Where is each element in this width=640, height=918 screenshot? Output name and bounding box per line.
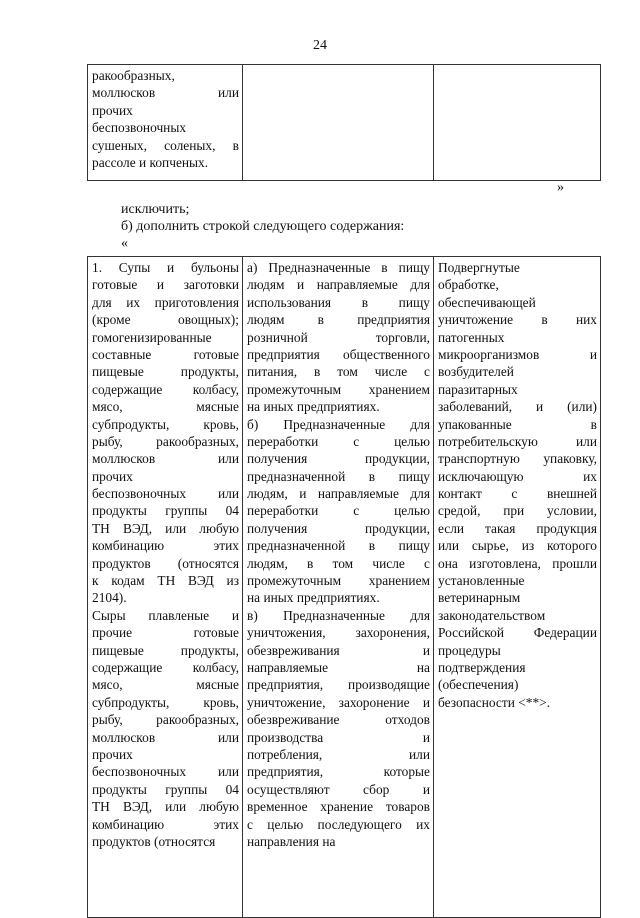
text-line: промежуточным хранением: [247, 573, 430, 589]
text-line: патогенных: [438, 329, 505, 345]
text-line: транспортную упаковку,: [438, 451, 597, 467]
text-line: переработки с целью: [247, 503, 430, 519]
table-row: [88, 65, 601, 181]
text-line: гомогенизированные: [92, 329, 212, 345]
text-line: с целью последующего их: [247, 816, 430, 832]
text-line: производства и: [247, 729, 430, 745]
text-line: составные готовые: [92, 346, 239, 362]
text-line: (кроме овощных);: [92, 312, 239, 328]
text-line: установленные: [438, 573, 525, 589]
text-line: Сыры плавленые и: [92, 607, 239, 623]
top-table-fragment: [87, 64, 601, 181]
text-line: а) Предназначенные в пищу: [247, 260, 430, 275]
text-line: 2104).: [92, 590, 127, 606]
text-line: упакованные в: [438, 416, 597, 432]
text-line: предприятия общественного: [247, 346, 430, 362]
text-line: средой, при условии,: [438, 503, 597, 519]
product-description-text: [88, 257, 242, 850]
cell-product-description: [88, 257, 243, 918]
page-number: 24: [313, 38, 327, 53]
text-line: беспозвоночных: [92, 120, 187, 136]
text-line: обезвреживание отходов: [247, 712, 430, 728]
text-line: содержащие колбасу,: [92, 659, 239, 675]
text-line: переработки с целью: [247, 433, 430, 449]
text-line: ракообразных,: [92, 68, 175, 83]
text-line: Российской Федерации: [438, 625, 597, 641]
text-line: прочих: [92, 102, 133, 118]
text-line: продуктов (относятся: [92, 833, 216, 849]
text-line: субпродукты, кровь,: [92, 694, 239, 710]
top-cell-condition-text: [434, 65, 600, 67]
text-line: комбинацию этих: [92, 538, 239, 554]
text-line: предназначенной в пищу: [247, 468, 430, 484]
text-line: предприятия, производящие: [247, 677, 430, 693]
text-line: моллюсков или: [92, 729, 239, 745]
text-line: рыбу, ракообразных,: [92, 433, 239, 449]
text-line: на иных предприятиях.: [247, 399, 380, 415]
text-line: продуктов (относятся: [92, 555, 239, 571]
opening-quote: «: [121, 236, 128, 251]
text-line: в) Предназначенные для: [247, 607, 430, 623]
text-line: субпродукты, кровь,: [92, 416, 239, 432]
text-line: обеспечивающей: [438, 294, 536, 310]
top-cell-product: [88, 65, 243, 181]
text-line: для их приготовления: [92, 294, 239, 310]
text-line: пищевые продукты,: [92, 642, 239, 658]
text-line: она изготовлена, прошли: [438, 555, 597, 571]
text-line: микроорганизмов и: [438, 346, 597, 362]
text-line: розничной торговли,: [247, 329, 430, 345]
text-line: получения продукции,: [247, 451, 430, 467]
text-line: направления на: [247, 833, 336, 849]
text-line: использования в пищу: [247, 294, 430, 310]
text-line: беспозвоночных или: [92, 764, 239, 780]
text-line: б) Предназначенные для: [247, 416, 430, 432]
text-line: продукты группы 04: [92, 781, 239, 797]
text-line: мясо, мясные: [92, 399, 239, 415]
text-line: предприятия, которые: [247, 764, 430, 780]
text-line: или сырье, из которого: [438, 538, 597, 554]
cell-condition: [434, 257, 601, 918]
text-line: если такая продукция: [438, 520, 597, 536]
text-line: (обеспечения): [438, 677, 519, 693]
text-line: паразитарных: [438, 381, 518, 397]
main-table: [87, 256, 601, 918]
text-line: получения продукции,: [247, 520, 430, 536]
text-line: людям, в том числе с: [247, 555, 430, 571]
text-line: ТН ВЭД, или любую: [92, 799, 239, 815]
text-line: осуществляют сбор и: [247, 781, 430, 797]
text-line: процедуры: [438, 642, 501, 658]
text-line: Подвергнутые: [438, 260, 520, 275]
text-line: уничтожения, захоронения,: [247, 625, 430, 641]
text-line: питания, в том числе с: [247, 364, 430, 380]
closing-quote: »: [557, 180, 564, 195]
text-line: моллюсков или: [92, 451, 239, 467]
text-line: ветеринарным: [438, 590, 521, 606]
text-line: беспозвоночных или: [92, 486, 239, 502]
text-line: людям в предприятия: [247, 312, 430, 328]
instruction-add-row: б) дополнить строкой следующего содержания:: [121, 219, 405, 234]
text-line: законодательством: [438, 607, 546, 623]
text-line: уничтожение, захоронение и: [247, 694, 430, 710]
text-line: контакт с внешней: [438, 486, 597, 502]
text-line: временное хранение товаров: [247, 799, 430, 815]
text-line: содержащие колбасу,: [92, 381, 239, 397]
text-line: заболеваний, и (или): [438, 399, 597, 415]
text-line: людям и направляемые для: [247, 277, 430, 293]
text-line: направляемые на: [247, 659, 430, 675]
text-line: предназначенной в пищу: [247, 538, 430, 554]
text-line: прочих: [92, 468, 133, 484]
text-line: рассоле и копченых.: [92, 154, 209, 170]
instruction-exclude: исключить;: [121, 202, 190, 217]
text-line: прочих: [92, 746, 133, 762]
text-line: к кодам ТН ВЭД из: [92, 573, 239, 589]
top-cell-purpose: [243, 65, 434, 181]
text-line: людям, и направляемые для: [247, 486, 430, 502]
text-line: исключающую их: [438, 468, 597, 484]
text-line: рыбу, ракообразных,: [92, 712, 239, 728]
top-cell-purpose-text: [243, 65, 433, 67]
text-line: комбинацию этих: [92, 816, 239, 832]
text-line: моллюсков или: [92, 85, 239, 101]
text-line: потребления, или: [247, 746, 430, 762]
top-cell-condition: [434, 65, 601, 181]
text-line: готовые и заготовки: [92, 277, 239, 293]
text-line: ТН ВЭД, или любую: [92, 520, 239, 536]
text-line: продукты группы 04: [92, 503, 239, 519]
top-cell-product-text: [88, 65, 242, 171]
text-line: безопасности <**>.: [438, 694, 551, 710]
text-line: обезвреживания и: [247, 642, 430, 658]
text-line: пищевые продукты,: [92, 364, 239, 380]
text-line: сушеных, соленых, в: [92, 137, 239, 153]
text-line: потребительскую или: [438, 433, 597, 449]
text-line: возбудителей: [438, 364, 514, 380]
table-row: [88, 257, 601, 918]
purpose-text: [243, 257, 433, 850]
text-line: уничтожение в них: [438, 312, 597, 328]
text-line: подтверждения: [438, 659, 526, 675]
text-line: на иных предприятиях.: [247, 590, 380, 606]
text-line: обработке,: [438, 277, 499, 293]
text-line: промежуточным хранением: [247, 381, 430, 397]
condition-text: [434, 257, 600, 711]
text-line: прочие готовые: [92, 625, 239, 641]
text-line: мясо, мясные: [92, 677, 239, 693]
text-line: 1. Супы и бульоны: [92, 260, 239, 275]
cell-purpose: [243, 257, 434, 918]
